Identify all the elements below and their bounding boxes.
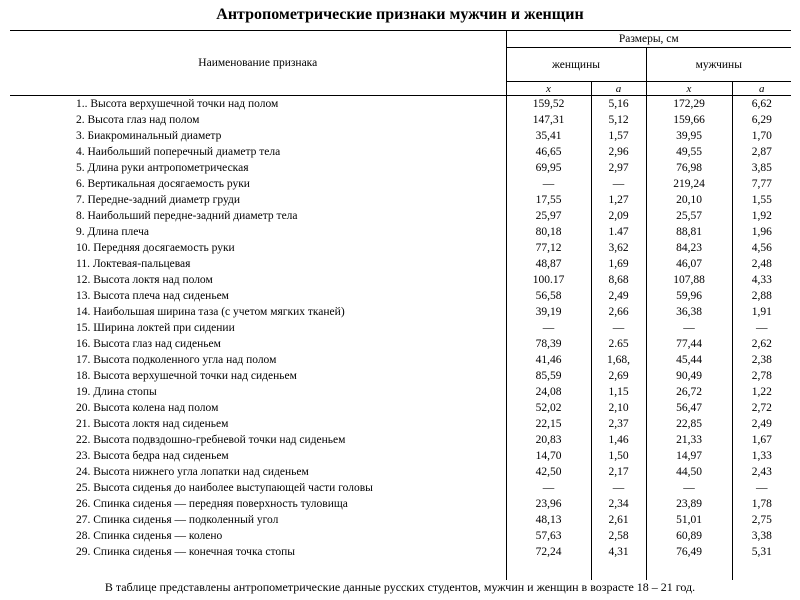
cell-men-x: 25,57 [646,208,732,224]
row-name: 7. Передне-задний диаметр груди [76,194,241,206]
cell-men-a: — [732,320,791,336]
column-header-men: мужчины [646,48,791,82]
cell-women-x: 100.17 [506,272,591,288]
table-row [10,160,791,176]
cell-men-x: 90,49 [646,368,732,384]
cell-men-x: 39,95 [646,128,732,144]
table-row [10,416,791,432]
cell-men-x: 77,44 [646,336,732,352]
cell-women-x: 85,59 [506,368,591,384]
cell-women-x: 14,70 [506,448,591,464]
cell-women-a: 2,34 [591,496,646,512]
cell-women-a: 2,69 [591,368,646,384]
row-name: 15. Ширина локтей при сидении [76,322,235,334]
table-row [10,448,791,464]
cell-men-a: 2,49 [732,416,791,432]
cell-men-x: 51,01 [646,512,732,528]
cell-men-a: 2,48 [732,256,791,272]
cell-men-a: 1,55 [732,192,791,208]
cell-women-a: 2,61 [591,512,646,528]
cell-women-a: 1,50 [591,448,646,464]
cell-women-x: 69,95 [506,160,591,176]
empty-cell [732,560,791,580]
cell-women-a: 5,16 [591,96,646,113]
row-name: 24. Высота нижнего угла лопатки над сиденьем [76,466,309,478]
cell-women-a: 2,66 [591,304,646,320]
column-header-women-a: a [591,82,646,96]
row-name: 11. Локтевая-пальцевая [76,258,191,270]
row-name: 18. Высота верхушечной точки над сиденьем [76,370,297,382]
cell-men-x: 44,50 [646,464,732,480]
table-row [10,400,791,416]
cell-men-a: 7,77 [732,176,791,192]
row-name: 1.. Высота верхушечной точки над полом [76,98,279,110]
cell-men-a: 1,33 [732,448,791,464]
footnote: В таблице представлены антропометрические данные русских студентов, мужчин и женщин в возрасте 18 – 21 год. [104,580,696,594]
cell-men-a: 3,38 [732,528,791,544]
cell-men-x: 23,89 [646,496,732,512]
cell-women-x: 56,58 [506,288,591,304]
cell-men-a: 2,72 [732,400,791,416]
cell-women-x: — [506,480,591,496]
cell-men-a: 3,85 [732,160,791,176]
table-row [10,528,791,544]
cell-women-a: 2,58 [591,528,646,544]
table-row [10,384,791,400]
empty-cell [591,560,646,580]
table-row [10,192,791,208]
table-row [10,288,791,304]
table-row [10,272,791,288]
cell-women-x: 20,83 [506,432,591,448]
cell-men-x: 60,89 [646,528,732,544]
row-name: 10. Передняя досягаемость руки [76,242,235,254]
cell-women-a: — [591,480,646,496]
cell-men-x: — [646,320,732,336]
cell-men-a: 1,91 [732,304,791,320]
cell-men-x: 219,24 [646,176,732,192]
cell-men-x: 49,55 [646,144,732,160]
cell-women-x: 147,31 [506,112,591,128]
cell-men-a: 1,70 [732,128,791,144]
cell-men-x: 88,81 [646,224,732,240]
cell-men-x: 84,23 [646,240,732,256]
row-name: 9. Длина плеча [76,226,149,238]
row-name: 23. Высота бедра над сиденьем [76,450,229,462]
row-name: 21. Высота локтя над сиденьем [76,418,229,430]
cell-men-a: 6,29 [732,112,791,128]
cell-women-x: 159,52 [506,96,591,113]
column-header-men-a: a [732,82,791,96]
cell-women-a: 2,10 [591,400,646,416]
cell-men-x: 22,85 [646,416,732,432]
table-row [10,352,791,368]
cell-men-a: — [732,480,791,496]
row-name: 29. Спинка сиденья — конечная точка стопы [76,546,295,558]
cell-men-x: 21,33 [646,432,732,448]
cell-men-x: 76,98 [646,160,732,176]
cell-women-a: 3,62 [591,240,646,256]
table-row [10,208,791,224]
row-name: 27. Спинка сиденья — подколенный угол [76,514,279,526]
cell-women-x: 35,41 [506,128,591,144]
row-name: 16. Высота глаз над сиденьем [76,338,221,350]
cell-men-a: 2,88 [732,288,791,304]
row-name: 22. Высота подвздошно-гребневой точки над сиденьем [76,434,346,446]
row-name: 28. Спинка сиденья — колено [76,530,223,542]
row-name: 17. Высота подколенного угла над полом [76,354,277,366]
cell-women-a: 1.47 [591,224,646,240]
row-name: 8. Наибольший передне-задний диаметр тела [76,210,298,222]
table-row [10,144,791,160]
table-row [10,320,791,336]
cell-women-a: 2.65 [591,336,646,352]
table-row [10,256,791,272]
row-name: 25. Высота сиденья до наиболее выступающей части головы [76,482,373,494]
table-row [10,240,791,256]
table-padding-row [10,560,791,580]
cell-women-a: 2,49 [591,288,646,304]
cell-women-x: 57,63 [506,528,591,544]
cell-women-x: 42,50 [506,464,591,480]
cell-women-x: 22,15 [506,416,591,432]
cell-women-x: — [506,176,591,192]
cell-women-a: 2,37 [591,416,646,432]
cell-women-a: 2,97 [591,160,646,176]
table-row [10,336,791,352]
cell-men-a: 1,67 [732,432,791,448]
table-row [10,176,791,192]
cell-men-x: 159,66 [646,112,732,128]
column-header-women-x: x [506,82,591,96]
row-name: 26. Спинка сиденья — передняя поверхность туловища [76,498,348,510]
cell-men-a: 4,56 [732,240,791,256]
cell-women-a: 2,96 [591,144,646,160]
cell-men-x: 46,07 [646,256,732,272]
row-name: 19. Длина стопы [76,386,157,398]
cell-women-a: 5,12 [591,112,646,128]
cell-women-x: 52,02 [506,400,591,416]
cell-women-x: 25,97 [506,208,591,224]
table-row [10,432,791,448]
table-row [10,224,791,240]
table-row [10,128,791,144]
row-name: 13. Высота плеча над сиденьем [76,290,229,302]
cell-women-a: — [591,176,646,192]
empty-cell [646,560,732,580]
cell-men-a: 5,31 [732,544,791,560]
cell-men-x: 76,49 [646,544,732,560]
column-header-name: Наименование признака [10,31,506,96]
cell-men-a: 2,43 [732,464,791,480]
cell-women-a: 2,17 [591,464,646,480]
table-row [10,112,791,128]
cell-women-a: 1,27 [591,192,646,208]
column-header-sizes: Размеры, см [506,31,791,48]
cell-men-x: 172,29 [646,96,732,113]
cell-men-x: 26,72 [646,384,732,400]
cell-men-a: 2,75 [732,512,791,528]
cell-women-a: 8,68 [591,272,646,288]
cell-men-x: 36,38 [646,304,732,320]
cell-men-a: 1,22 [732,384,791,400]
row-name: 2. Высота глаз над полом [76,114,200,126]
table-row [10,464,791,480]
cell-women-x: 39,19 [506,304,591,320]
cell-men-a: 2,87 [732,144,791,160]
cell-men-a: 2,62 [732,336,791,352]
empty-cell [506,560,591,580]
cell-women-a: — [591,320,646,336]
cell-men-x: 56,47 [646,400,732,416]
row-name: 12. Высота локтя над полом [76,274,213,286]
cell-men-a: 1,92 [732,208,791,224]
cell-men-a: 1,78 [732,496,791,512]
cell-men-x: 14,97 [646,448,732,464]
cell-women-x: 72,24 [506,544,591,560]
cell-women-a: 1,57 [591,128,646,144]
column-header-women: женщины [506,48,646,82]
cell-women-x: 41,46 [506,352,591,368]
table-row [10,544,791,560]
cell-women-a: 1,69 [591,256,646,272]
table-body [10,96,791,581]
table-row [10,512,791,528]
cell-women-x: — [506,320,591,336]
cell-women-a: 2,09 [591,208,646,224]
cell-women-a: 1,68, [591,352,646,368]
cell-men-a: 1,96 [732,224,791,240]
row-name: 4. Наибольший поперечный диаметр тела [76,146,281,158]
cell-men-x: 107,88 [646,272,732,288]
cell-women-x: 48,13 [506,512,591,528]
row-name: 20. Высота колена над полом [76,402,219,414]
row-name: 6. Вертикальная досягаемость руки [76,178,250,190]
cell-men-a: 6,62 [732,96,791,113]
cell-women-x: 24,08 [506,384,591,400]
cell-women-x: 23,96 [506,496,591,512]
cell-women-x: 80,18 [506,224,591,240]
column-header-men-x: x [646,82,732,96]
cell-women-a: 1,15 [591,384,646,400]
cell-men-x: 45,44 [646,352,732,368]
cell-women-a: 4,31 [591,544,646,560]
cell-men-a: 2,38 [732,352,791,368]
cell-women-x: 48,87 [506,256,591,272]
anthropometry-table [10,30,791,580]
table-row [10,96,791,113]
row-name: 3. Биакроминальный диаметр [76,130,222,142]
cell-men-x: — [646,480,732,496]
row-name: 5. Длина руки антропометрическая [76,162,249,174]
cell-women-x: 46,65 [506,144,591,160]
page-title: Антропометрические признаки мужчин и женщин [216,6,584,23]
table-row [10,368,791,384]
cell-men-x: 20,10 [646,192,732,208]
table-row [10,480,791,496]
table-row [10,304,791,320]
cell-women-x: 17,55 [506,192,591,208]
row-name: 14. Наибольшая ширина таза (с учетом мягких тканей) [76,306,345,318]
empty-cell [10,560,506,580]
cell-women-a: 1,46 [591,432,646,448]
cell-women-x: 77,12 [506,240,591,256]
table-row [10,496,791,512]
cell-men-x: 59,96 [646,288,732,304]
cell-men-a: 2,78 [732,368,791,384]
cell-men-a: 4,33 [732,272,791,288]
cell-women-x: 78,39 [506,336,591,352]
